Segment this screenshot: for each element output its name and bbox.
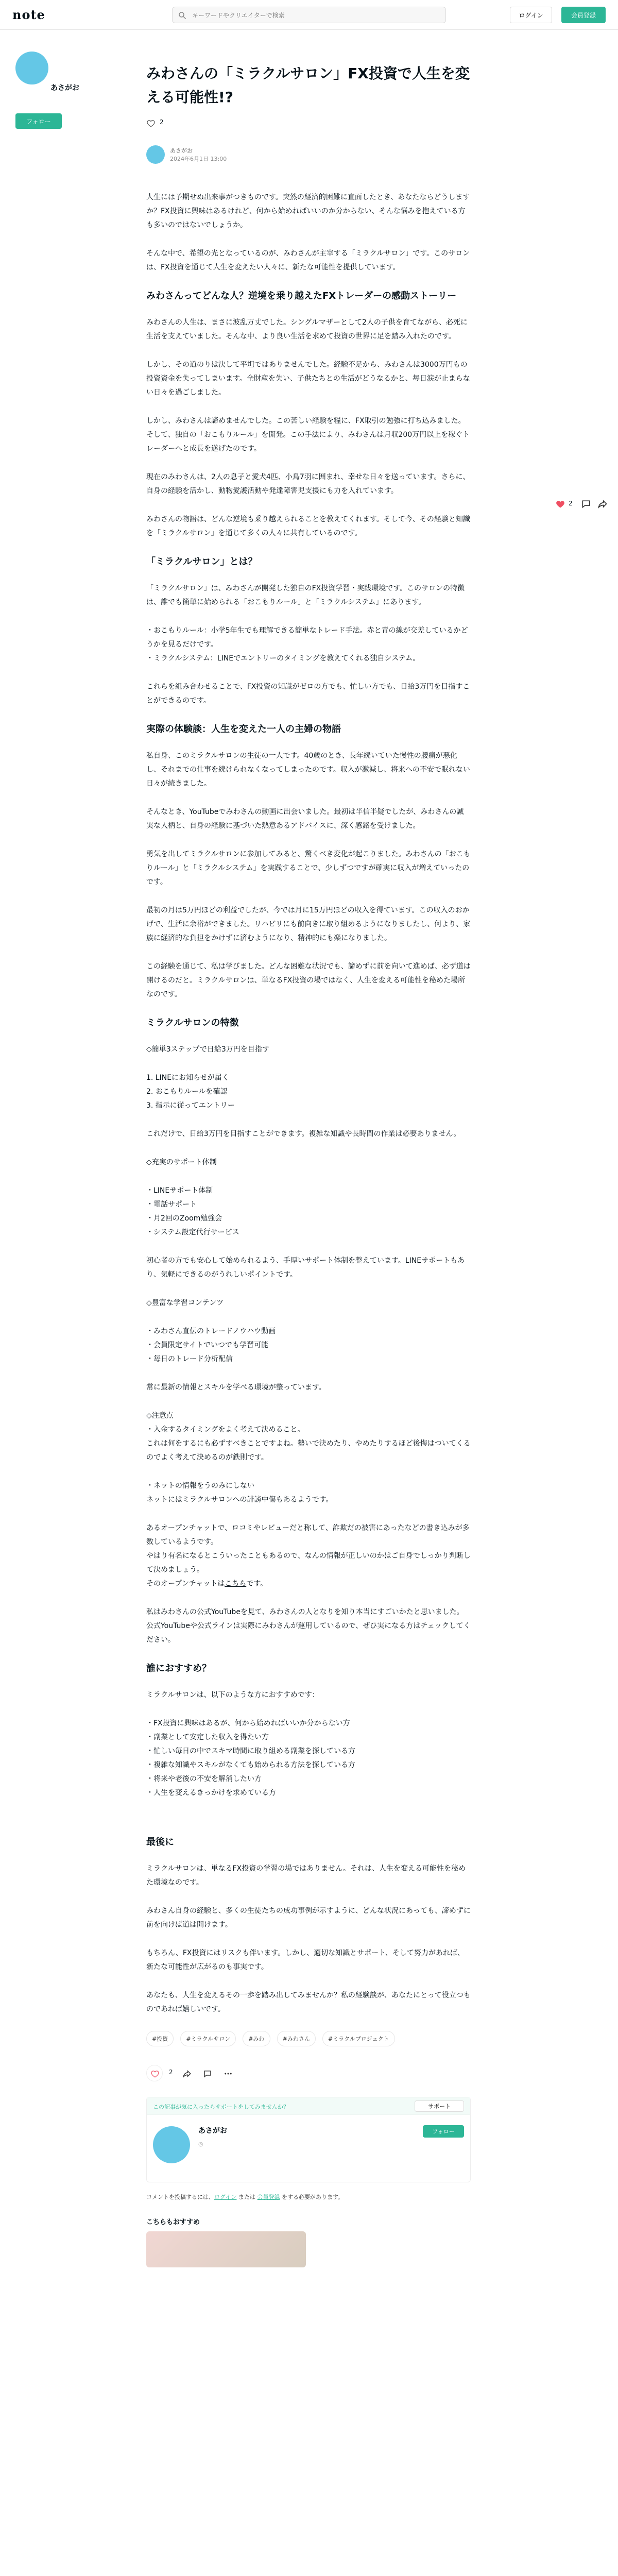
article-like-count: 2 [160,118,164,126]
heart-outline-icon [150,2069,160,2078]
paragraph: 現在のみわさんは、2人の息子と愛犬4匹、小鳥7羽に囲まれ、幸せな日々を送っています。さらに、自身の経験を活かし、動物愛護活動や発達障害児支援にも力を入れています。 [146,473,470,495]
paragraph: あるオープンチャットで、ロコミやレビューだと称して、詐欺だの被害にあったなどの書き込みが多数しているようです。 やはり有名になるとこういったこともあるので、なんの情報が正しいのかはご自身でしっかり判断して決めましょう。 そのオープンチャットはこちらです。 [146,1524,471,1588]
login-link[interactable]: ログイン [214,2194,237,2200]
author-info [146,145,471,168]
article-like-row [146,113,471,134]
paragraph: ・おこもりルール：小学5年生でも理解できる簡単なトレード手法。赤と青の線が交差しているかどうかを見るだけです。 ・ミラクルシステム：LINEでエントリーのタイミングを教えてくれる独自システム。 [146,626,468,663]
signup-button[interactable]: 会員登録 [561,7,606,23]
signup-link[interactable]: 会員登録 [257,2194,280,2200]
paragraph: ・FX投資に興味はあるが、何から始めればいいか分からない方 ・副業として安定した収入を得たい方 ・忙しい毎日の中でスキマ時間に取り組める副業を探している方 ・複雑な知識やスキルがなくても始められる方法を探している方 ・将来や老後の不安を解消したい方 ・人生を変えるきっかけを求めている方 [146,1719,355,1797]
paragraph: ・ネットの情報をうのみにしない ネットにはミラクルサロンへの誹謗中傷もあるようです。 [146,1482,333,1504]
heart-icon[interactable] [555,499,565,509]
article-body [146,191,471,2016]
support-header [147,2097,470,2115]
like-button[interactable] [146,2065,163,2081]
paragraph: あなたも、人生を変えるその一歩を踏み出してみませんか？私の経験談が、あなたにとって役立つものであれば嬉しいです。 [146,1991,471,2013]
paragraph: 人生には予期せぬ出来事がつきものです。突然の経済的困難に直面したとき、あなたならどうしますか？FX投資に興味はあるけれど、何から始めればいいのか分からない、そんな悩みを抱えている方も多いのではないでしょうか。 [146,193,470,229]
openchat-link[interactable]: こちら [225,1580,247,1588]
author-name[interactable]: あさがお [170,147,193,154]
creator-avatar-large[interactable] [153,2126,190,2163]
paragraph: そんな中で、希望の光となっているのが、みわさんが主宰する「ミラクルサロン」です。このサロンは、FX投資を通じて人生を変えたい人々に、新たな可能性を提供しています。 [146,249,470,272]
paragraph: この経験を通じて、私は学びました。どんな困難な状況でも、諦めずに前を向いて進めば、必ず道は開けるのだと。ミラクルサロンは、単なるFX投資の場ではなく、人生を変える可能性を秘めた場所なのです。 [146,962,471,998]
note-logo[interactable]: note [12,7,45,22]
creator-name[interactable]: あさがお [50,84,79,92]
support-button[interactable]: サポート [415,2100,464,2112]
post-date: 2024年6月1日 13:00 [170,156,227,162]
paragraph: 勇気を出してミラクルサロンに参加してみると、驚くべき変化が起こりました。みわさんの「おこもりルール」と「ミラクルシステム」を実践することで、少しずつですが確実に収入が増えていったのです。 [146,850,471,886]
section-heading: 実際の体験談：人生を変えた一人の主婦の物語 [146,724,341,735]
tag[interactable]: #みわ [243,2031,270,2046]
support-box [146,2097,471,2182]
paragraph: 最初の月は5万円ほどの利益でしたが、今では月に15万円ほどの収入を得ています。この収入のおかげで、生活に余裕ができました。リハビリにも前向きに取り組めるようになりましたし、何より、家族に経済的な負担をかけずに済むようになり、精神的にも楽になりました。 [146,906,471,942]
more-icon[interactable] [224,2069,233,2078]
share-icon[interactable] [182,2069,192,2078]
search-box[interactable] [172,7,446,23]
follow-button[interactable]: フォロー [423,2125,464,2138]
paragraph: みわさん自身の経験と、多くの生徒たちの成功事例が示すように、どんな状況にあっても、諦めずに前を向けば道は開けます。 [146,1907,471,1929]
creator-avatar[interactable] [15,52,48,84]
paragraph: しかし、その道のりは決して平坦ではありませんでした。経験不足から、みわさんは3000万円もの投資資金を失ってしまいます。全財産を失い、子供たちとの生活がどうなるかと、毎日涙が止まらない日々を過ごしました。 [146,361,470,397]
paragraph: ◇注意点 ・入金するタイミングをよく考えて決めること。 これは何をするにも必ずすべきことですよね。勢いで決めたり、やめたりするほど後悔はついてくるのでよく考えて決めるのが鉄則です。 [146,1412,471,1462]
section-heading: ミラクルサロンの特徴 [146,1018,239,1028]
tag[interactable]: #投資 [146,2031,174,2046]
comment-login-notice: コメントを投稿するには、ログイン または 会員登録 をする必要があります。 [146,2194,344,2200]
paragraph: しかし、みわさんは諦めませんでした。この苦しい経験を糧に、FX取引の勉強に打ち込みました。そして、独自の「おこもりルール」を開発。この手法により、みわさんは月収200万円以上を稼ぐトレーダーへと成長を遂げたのです。 [146,417,470,453]
search-input[interactable] [191,10,438,21]
comment-icon[interactable] [581,499,591,509]
floating-actions [555,499,612,511]
header [0,0,618,30]
author-avatar[interactable] [146,145,165,164]
paragraph: ・LINEサポート体制 ・電話サポート ・月2回のZoom勉強会 ・システム設定代行サービス [146,1187,239,1236]
paragraph: もちろん、FX投資にはリスクも伴います。しかし、適切な知識とサポート、そして努力があれば、新たな可能性が広がるのも事実です。 [146,1949,465,1971]
paragraph: みわさんの物語は、どんな逆境も乗り越えられることを教えてくれます。そして今、その経験と知識を「ミラクルサロン」を通じて多くの人々に共有しているのです。 [146,515,470,537]
paragraph: ◇豊富な学習コンテンツ [146,1299,224,1307]
tag[interactable]: #みわさん [277,2031,316,2046]
like-count: 2 [169,2069,173,2076]
paragraph: これらを組み合わせることで、FX投資の知識がゼロの方でも、忙しい方でも、日給3万円を目指すことができるのです。 [146,683,470,705]
paragraph: ◇簡単3ステップで日給3万円を目指す [146,1045,269,1054]
search-icon [178,11,187,20]
section-heading: 最後に [146,1837,174,1848]
tag-list [146,2031,471,2047]
section-heading: みわさんってどんな人？逆境を乗り越えたFXトレーダーの感動ストーリー [146,291,457,301]
reaction-bar [146,2065,471,2086]
login-button[interactable]: ログイン [510,7,552,23]
creator-name[interactable]: あさがお [198,2127,227,2135]
recommend-title: こちらもおすすめ [146,2218,200,2226]
follow-button[interactable]: フォロー [15,113,62,129]
paragraph: そんなとき、YouTubeでみわさんの動画に出会いました。最初は半信半疑でしたが、みわさんの誠実な人柄と、自身の経験に基づいた熱意あるアドバイスに、深く感銘を受けました。 [146,808,464,830]
article [146,62,471,2267]
creator-sidebar [15,52,98,125]
paragraph: ◇充実のサポート体制 [146,1158,217,1166]
rss-icon[interactable]: ◎ [198,2141,203,2147]
recommend-section [146,2216,471,2267]
paragraph: ミラクルサロンは、以下のような方におすすめです： [146,1691,319,1699]
support-message: この記事が気に入ったらサポートをしてみませんか？ [153,2104,289,2110]
share-icon[interactable] [597,499,608,509]
paragraph: 「ミラクルサロン」は、みわさんが開発した独自のFX投資学習・実践環境です。このサロンの特徴は、誰でも簡単に始められる「おこもりルール」と「ミラクルシステム」にあります。 [146,584,465,606]
float-like-count: 2 [569,500,573,507]
section-heading: 「ミラクルサロン」とは？ [146,556,258,567]
paragraph: 常に最新の情報とスキルを学べる環境が整っています。 [146,1383,326,1392]
section-heading: 誰におすすめ？ [146,1663,212,1674]
recommend-card-thumbnail[interactable] [146,2231,306,2267]
comment-icon[interactable] [203,2069,212,2078]
paragraph: これだけで、日給3万円を目指すことができます。複雑な知識や長時間の作業は必要ありません。 [146,1130,461,1138]
tag[interactable]: #ミラクルサロン [180,2031,236,2046]
article-title: みわさんの「ミラクルサロン」FX投資で人生を変える可能性!? [146,65,470,106]
paragraph: 私はみわさんの公式YouTubeを見て、みわさんの人となりを知り本当にすごいかたと思いました。公式YouTubeや公式ラインは実際にみわさんが運用しているので、ぜひ実になる方はチェックしてください。 [146,1608,471,1644]
paragraph: みわさんの人生は、まさに波乱万丈でした。シングルマザーとして2人の子供を育てながら、必死に生活を支えていました。そんな中、より良い生活を求めて投資の世界に足を踏み入れたのです。 [146,318,468,341]
tag[interactable]: #ミラクルプロジェクト [322,2031,395,2046]
paragraph: ミラクルサロンは、単なるFX投資の学習の場ではありません。それは、人生を変える可能性を秘めた環境なのです。 [146,1865,466,1887]
paragraph: 1. LINEにお知らせが届く 2. おこもりルールを確認 3. 指示に従ってエントリー [146,1074,235,1110]
paragraph: 初心者の方でも安心して始められるよう、手厚いサポート体制を整えています。LINEサポートもあり、気軽にできるのがうれしいポイントです。 [146,1257,465,1279]
paragraph: 私自身、このミラクルサロンの生徒の一人です。40歳のとき、長年続いていた慢性の腰痛が悪化し、それまでの仕事を続けられなくなってしまったのです。収入が激減し、将来への不安で眠れない日々が続きました。 [146,752,470,788]
paragraph: ・みわさん直伝のトレードノウハウ動画 ・会員限定サイトでいつでも学習可能 ・毎日のトレード分析配信 [146,1327,276,1363]
heart-outline-icon[interactable] [146,118,156,128]
